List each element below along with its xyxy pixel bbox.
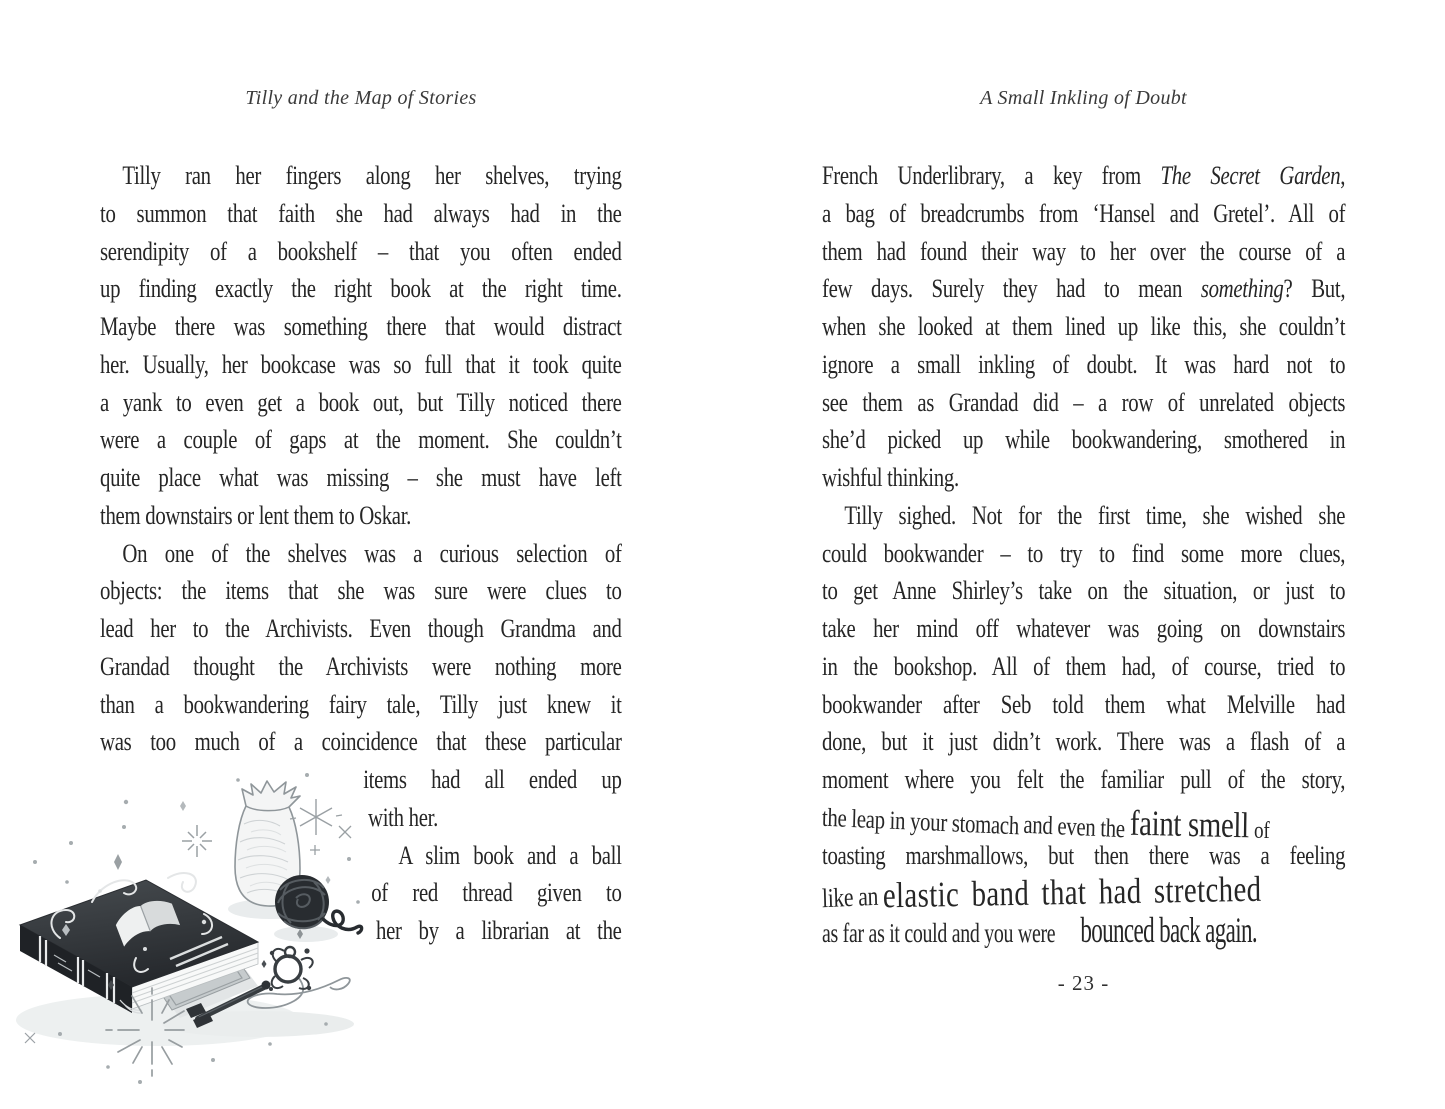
body-line: with her. [368,802,438,832]
body-line: was too much of a coincidence that these particular [100,727,622,757]
body-line: Grandad thought the Archivists were nothing more [100,651,622,681]
body-line: were a couple of gaps at the moment. She couldn’t [100,425,622,455]
tall-condensed-text: bounced back again. [1080,910,1258,950]
body-line: On one of the shelves was a curious selection of [122,538,622,568]
body-line: could bookwander – to try to find some more clues, [822,538,1346,568]
wavy-text: of [1254,817,1270,844]
body-line: serendipity of a bookshelf – that you often ended [100,236,622,266]
star-burst-icon [182,825,212,857]
body-line: lead her to the Archivists. Even though Grandma and [100,614,622,643]
body-line: Tilly ran her fingers along her shelves, trying [122,161,622,190]
body-line [822,157,1345,195]
body-line: to get Anne Shirley’s take on the situation, or just to [822,576,1346,606]
body-line: to summon that faith she had always had in the [100,198,622,228]
wavy-text: like an [821,881,879,914]
body-line: a yank to even get a book out, but Tilly noticed there [100,387,622,417]
stylised-line-bounced-back [822,912,1345,950]
body-line: of red thread given to [371,878,622,908]
wavy-text: and even the [1023,809,1126,843]
body-line: her by a librarian at the [376,916,622,945]
text-wrapped-beside-illustration [363,761,621,950]
page-number: - 23 - [1057,971,1110,995]
emphasis-italic: something [1200,274,1284,304]
body-text: , [1340,161,1346,190]
enlarged-spaced-text: elastic band that had stretched [882,868,1262,916]
x-star-icon [339,826,351,838]
running-header-right: A Small Inkling of Doubt [980,87,1187,109]
right-page-text [822,157,1345,950]
condensed-text: as far as it could and you were [822,918,1056,948]
body-text: French Underlibrary, a key from [822,161,1161,190]
body-line: A slim book and a ball [398,840,622,870]
body-line: items had all ended up [363,765,622,794]
body-line: her. Usually, her bookcase was so full that it took quite [100,349,622,379]
body-line: toasting marshmallows, but then there was a feeling [822,840,1346,870]
slim-book-illustration [20,873,258,1018]
stylised-line-faint-smell [821,799,1345,846]
wavy-text: the leap in your stomach [821,802,1020,841]
body-line: take her mind off whatever was going on downstairs [822,614,1346,643]
body-line: in the bookshop. All of them had, of course, tried to [822,651,1346,681]
body-text: few days. Surely they had to mean [822,274,1201,304]
enlarged-text: faint smell [1129,802,1250,846]
asterisk-star-icon [290,799,342,835]
body-line: see them as Grandad did – a row of unrelated objects [822,387,1346,417]
body-line: them had found their way to her over the course of a [822,236,1346,266]
body-line: Maybe there was something there that would distract [100,312,622,341]
stylised-line-elastic-band [821,868,1345,916]
thread-ball-illustration [275,875,362,933]
body-line: moment where you felt the familiar pull of the story, [822,765,1346,794]
body-line: objects: the items that she was sure were clues to [100,576,622,606]
body-line: quite place what was missing – she must have left [100,463,622,492]
body-line: up finding exactly the right book at the right time. [100,274,622,304]
body-line: a bag of breadcrumbs from ‘Hansel and Gretel’. All of [822,198,1346,228]
body-line: ignore a small inkling of doubt. It was hard not to [822,349,1346,379]
body-line: done, but it just didn’t work. There was a flash of a [822,727,1346,757]
body-line: Tilly sighed. Not for the first time, she wished she [844,500,1346,530]
book-title-italic: The Secret Garden [1160,161,1341,190]
body-line: than a bookwandering fairy tale, Tilly just knew it [100,689,622,719]
body-line: bookwander after Seb told them what Melville had [822,689,1346,719]
x-star-icon [25,1033,35,1043]
body-text: ? But, [1283,274,1346,304]
body-line: she’d picked up while bookwandering, smothered in [822,425,1346,455]
body-line: them downstairs or lent them to Oskar. [100,500,412,530]
small-cross-star-icon [310,845,320,855]
body-line [822,270,1345,308]
running-header-left: Tilly and the Map of Stories [245,87,477,109]
body-line: wishful thinking. [822,463,959,492]
body-line: when she looked at them lined up like this, she couldn’t [822,312,1346,341]
objects-illustration [8,762,374,1092]
